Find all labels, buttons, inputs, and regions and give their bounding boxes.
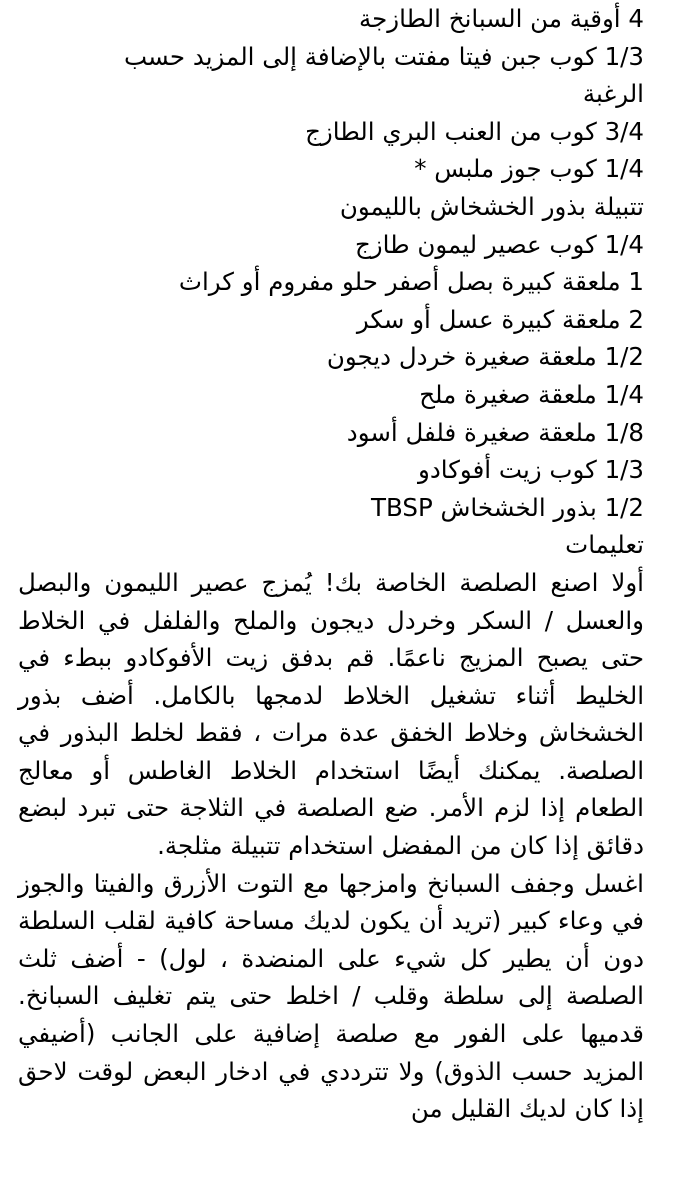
instructions-paragraph: اغسل وجفف السبانخ وامزجها مع التوت الأزرق والفيتا والجوز في وعاء كبير (تريد أن يكون لديك مساحة كافية لقلب السلطة دون أن يطير كل شيء على المنضدة ، لول) - أضف ثلث الصلصة إلى سلطة وقلب / اخلط حتى يتم تغليف السبانخ. قدميها على الفور مع صلصة إضافية على الجانب (أضيفي المزيد حسب الذوق) ولا تترددي في ادخار البعض لوقت لاحق إذا كان لديك القليل من [18, 868, 644, 1124]
dressing-ingredient-line: 1 ملعقة كبيرة بصل أصفر حلو مفروم أو كراث [178, 267, 644, 297]
ingredient-line: 1/3 كوب جبن فيتا مفتت بالإضافة إلى المزيد حسب [124, 41, 644, 71]
dressing-ingredient-line: 1/2 بذور الخشخاش TBSP [371, 492, 644, 522]
ingredient-line: 4 أوقية من السبانخ الطازجة [359, 4, 644, 33]
dressing-ingredient-line: 1/3 كوب زيت أفوكادو [418, 455, 644, 485]
dressing-ingredient-line: 2 ملعقة كبيرة عسل أو سكر [356, 304, 644, 334]
instructions-title: تعليمات [565, 530, 644, 560]
ingredient-line: 1/4 كوب جوز ملبس * [414, 154, 644, 184]
dressing-ingredient-line: 1/4 كوب عصير ليمون طازج [354, 229, 644, 259]
ingredient-line: الرغبة [582, 79, 644, 109]
dressing-ingredient-line: 1/4 ملعقة صغيرة ملح [419, 379, 644, 409]
dressing-ingredient-line: 1/8 ملعقة صغيرة فلفل أسود [346, 417, 644, 447]
dressing-title: تتبيلة بذور الخشخاش بالليمون [339, 191, 644, 221]
instructions-paragraph: أولا اصنع الصلصة الخاصة بك! يُمزج عصير الليمون والبصل والعسل / السكر وخردل ديجون والملح والفلفل في الخلاط حتى يصبح المزيج ناعمًا. قم بدفق زيت الأفوكادو ببطء في الخليط أثناء تشغيل الخلاط لدمجها بالكامل. أضف بذور الخشخاش وخلاط الخفق عدة مرات ، فقط لخلط البذور في الصلصة. يمكنك أيضًا استخدام الخلاط الغاطس أو معالج الطعام إذا لزم الأمر. ضع الصلصة في الثلاجة حتى تبرد لبضع دقائق إذا كان من المفضل استخدام تتبيلة مثلجة. [18, 567, 644, 861]
dressing-ingredient-line: 1/2 ملعقة صغيرة خردل ديجون [326, 342, 644, 372]
ingredient-line: 3/4 كوب من العنب البري الطازج [305, 116, 644, 146]
